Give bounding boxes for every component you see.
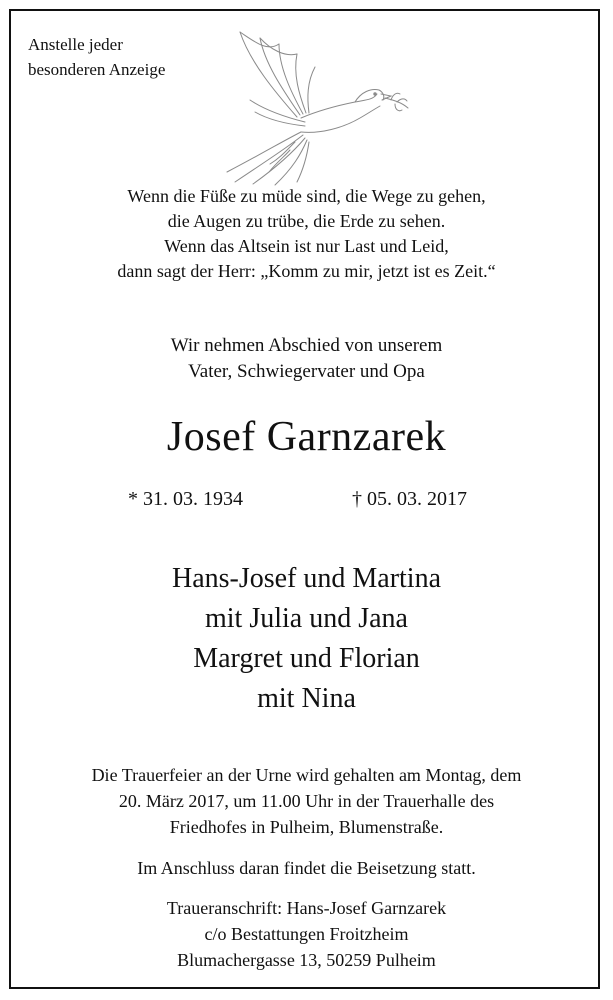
address-line: Traueranschrift: Hans-Josef Garnzarek [166,898,447,918]
family-line: mit Nina [257,683,356,714]
burial-note: Im Anschluss daran findet die Beisetzung statt. [137,858,476,878]
family-line: Margret und Florian [193,643,420,674]
header-note [28,32,165,82]
header-note-line: besonderen Anzeige [28,60,166,79]
address-line: Blumachergasse 13, 50259 Pulheim [177,950,436,970]
family-line: mit Julia und Jana [205,603,408,634]
deceased-name: Josef Garnzarek [166,414,447,460]
intro-line: Wir nehmen Abschied von unserem [170,335,443,356]
dove-icon [205,22,420,187]
poem-line: die Augen zu trübe, die Erde zu sehen. [167,211,446,231]
poem-line: dann sagt der Herr: „Komm zu mir, jetzt ist es Zeit.“ [117,261,496,281]
poem-line: Wenn das Altsein ist nur Last und Leid, [164,236,449,256]
intro-line: Vater, Schwiegervater und Opa [188,361,425,382]
ceremony-line: Friedhofes in Pulheim, Blumenstraße. [169,817,444,837]
ceremony-line: Die Trauerfeier an der Urne wird gehalten am Montag, dem [91,765,522,785]
poem-line: Wenn die Füße zu müde sind, die Wege zu gehen, [127,186,486,206]
ceremony-line: 20. März 2017, um 11.00 Uhr in der Trauerhalle des [118,791,495,811]
address-line: c/o Bestattungen Froitzheim [204,924,409,944]
header-note-line: Anstelle jeder [28,35,123,54]
family-line: Hans-Josef und Martina [171,563,442,594]
birth-date: * 31. 03. 1934 [128,488,243,510]
death-date: † 05. 03. 2017 [352,488,467,510]
